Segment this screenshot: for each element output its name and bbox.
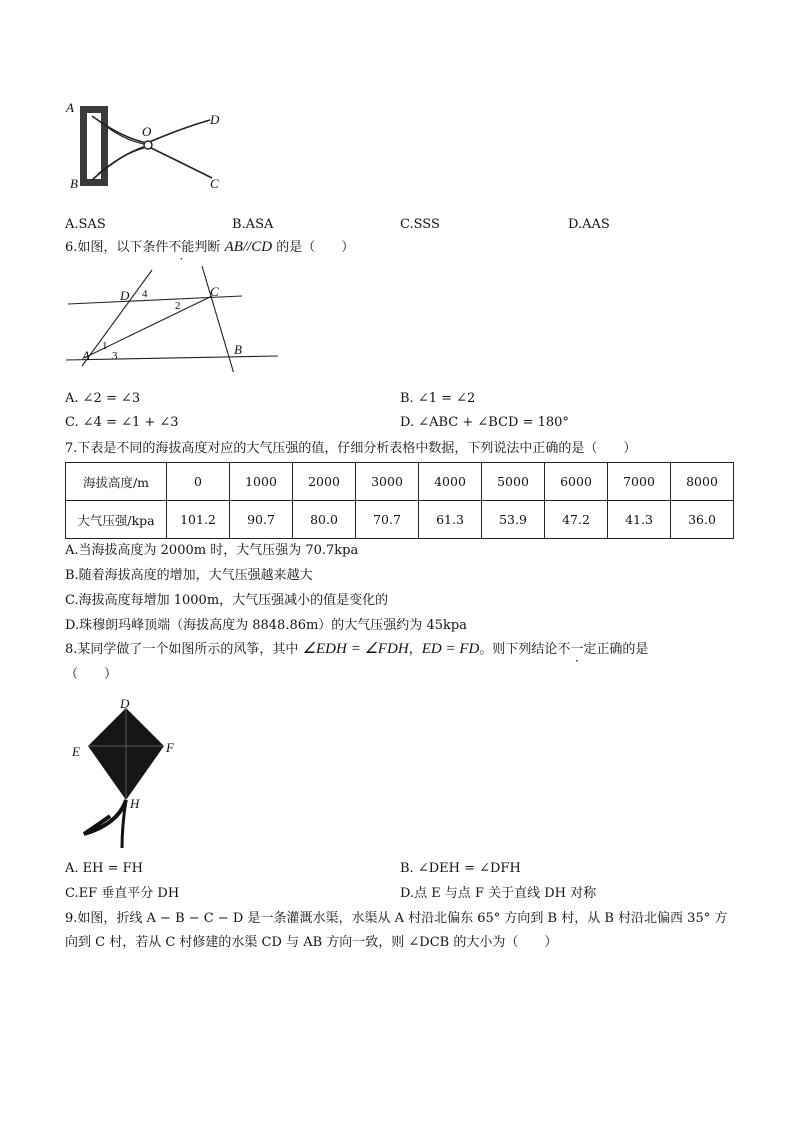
q5-option-b: B.ASA <box>232 217 274 232</box>
table-cell: 80.0 <box>293 501 356 539</box>
q8-stem <box>65 640 648 659</box>
q5-label-a: A <box>66 100 74 115</box>
table-cell: 2000 <box>293 463 356 501</box>
q6-stem-post: 的是（ ） <box>272 240 355 255</box>
q7-option-a: A.当海拔高度为 2000m 时，大气压强为 70.7kpa <box>65 543 359 558</box>
q6-label-b: B <box>234 342 242 357</box>
table-cell: 53.9 <box>482 501 545 539</box>
q9-line2: 向到 C 村，若从 C 村修建的水渠 CD 与 AB 方向一致，则 ∠DCB 的大小为（ ） <box>65 935 558 950</box>
q8-answer-paren: （ ） <box>65 667 118 682</box>
table-cell: 6000 <box>545 463 608 501</box>
table-cell: 101.2 <box>167 501 230 539</box>
q7-stem: 7.下表是不同的海拔高度对应的大气压强的值，仔细分析表格中数据，下列说法中正确的是（ ） <box>65 441 637 456</box>
q8-stem-post: 。则下列结论 <box>479 642 558 657</box>
table-cell: 36.0 <box>671 501 734 539</box>
q8-stem-end: 正确的是 <box>596 642 649 657</box>
q5-label-b: B <box>70 176 78 191</box>
q7-option-d: D.珠穆朗玛峰顶端（海拔高度为 8848.86m）的大气压强约为 45kpa <box>65 618 467 633</box>
q6-angle-3: 3 <box>112 350 118 362</box>
q9-line1: 9.如图，折线 A − B − C − D 是一条灌溉水渠，水渠从 A 村沿北偏东 65° 方向到 B 村，从 B 村沿北偏西 35° 方 <box>65 911 728 926</box>
q6-stem-mid: 判断 <box>194 240 225 255</box>
q6-diagram <box>62 262 282 372</box>
table-cell: 5000 <box>482 463 545 501</box>
q5-option-d: D.AAS <box>568 217 610 232</box>
q8-stem-math1: ∠EDH = ∠FDH <box>302 641 409 657</box>
table-cell: 0 <box>167 463 230 501</box>
q6-option-b: B. ∠1 = ∠2 <box>400 391 476 406</box>
q5-figure <box>62 98 242 198</box>
q8-stem-pre: 8.某同学做了一个如图所示的风筝，其中 <box>65 642 303 657</box>
q5-label-c: C <box>210 176 219 191</box>
q8-option-d: D.点 E 与点 F 关于直线 DH 对称 <box>400 886 597 901</box>
table-row <box>66 501 734 539</box>
q8-label-e: E <box>72 744 80 759</box>
q5-label-d: D <box>210 112 220 127</box>
q6-label-a: A <box>82 348 90 363</box>
q6-angle-2: 2 <box>175 300 181 312</box>
q6-option-d: D. ∠ABC + ∠BCD = 180° <box>400 415 569 430</box>
q8-option-a: A. EH = FH <box>65 861 143 876</box>
q6-label-d: D <box>120 288 130 303</box>
q8-label-h: H <box>130 796 140 811</box>
q8-label-f: F <box>166 740 174 755</box>
q6-option-a: A. ∠2 = ∠3 <box>65 391 141 406</box>
table-cell: 3000 <box>356 463 419 501</box>
q6-angle-4: 4 <box>142 288 148 300</box>
q8-label-d: D <box>120 696 130 711</box>
q7-option-b: B.随着海拔高度的增加，大气压强越来越大 <box>65 568 313 583</box>
q8-stem-mid: ， <box>408 642 422 657</box>
pressure-table <box>65 462 734 539</box>
table-cell: 41.3 <box>608 501 671 539</box>
q6-option-c: C. ∠4 = ∠1 + ∠3 <box>65 415 179 430</box>
kite-diagram <box>62 696 192 852</box>
q5-option-c: C.SSS <box>400 217 440 232</box>
table-cell: 70.7 <box>356 501 419 539</box>
table-header-cell: 海拔高度/m <box>66 463 167 501</box>
table-cell: 90.7 <box>230 501 293 539</box>
q5-label-o: O <box>142 124 152 139</box>
table-header-cell: 大气压强/kpa <box>66 501 167 539</box>
table-cell: 47.2 <box>545 501 608 539</box>
table-cell: 4000 <box>419 463 482 501</box>
q8-figure <box>62 696 192 852</box>
q8-stem-math2: ED = FD <box>421 641 480 657</box>
q8-option-c: C.EF 垂直平分 DH <box>65 886 180 901</box>
table-cell: 1000 <box>230 463 293 501</box>
q8-option-b: B. ∠DEH = ∠DFH <box>400 861 521 876</box>
table-cell: 7000 <box>608 463 671 501</box>
q6-angle-1: 1 <box>102 340 108 352</box>
q8-stem-emph: 不一定 <box>557 642 597 657</box>
table-cell: 61.3 <box>419 501 482 539</box>
q7-option-c: C.海拔高度每增加 1000m，大气压强减小的值是变化的 <box>65 593 389 608</box>
q6-label-c: C <box>210 284 219 299</box>
q5-option-a: A.SAS <box>65 217 106 232</box>
q6-stem <box>65 238 354 257</box>
q6-figure <box>62 262 282 372</box>
table-cell: 8000 <box>671 463 734 501</box>
table-row <box>66 463 734 501</box>
q6-stem-emph: 不能 <box>168 240 195 255</box>
q6-stem-pre: 6.如图，以下条件 <box>65 240 169 255</box>
q6-stem-math: AB//CD <box>224 239 273 255</box>
